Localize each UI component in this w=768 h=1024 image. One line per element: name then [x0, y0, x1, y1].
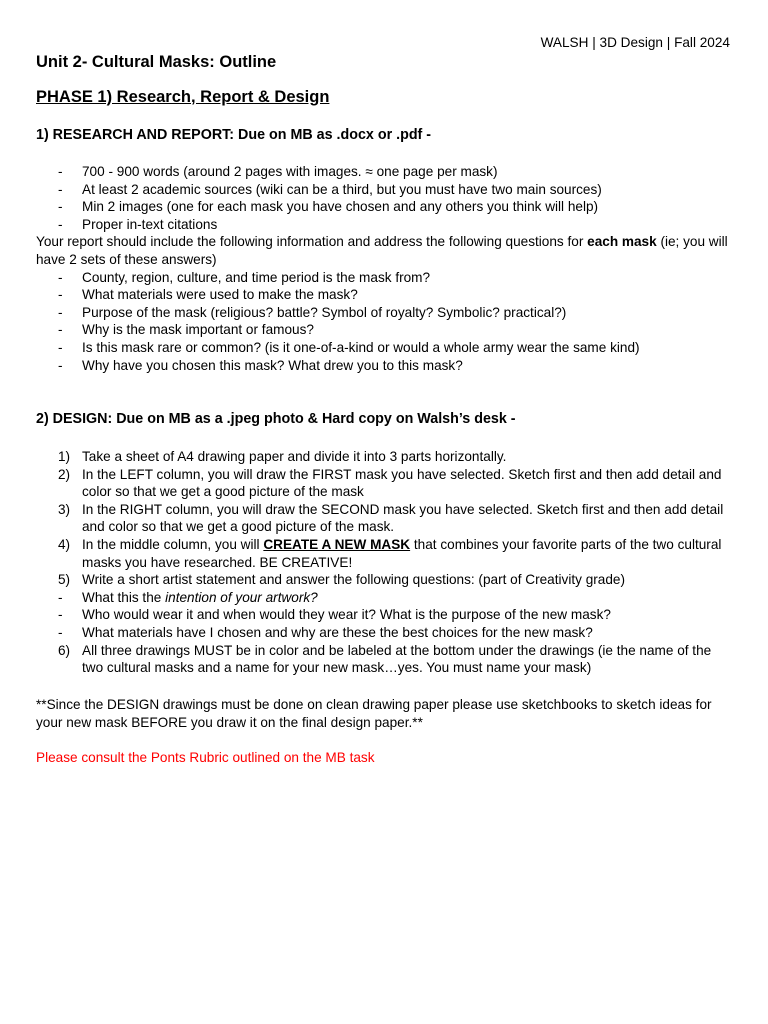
dash-marker: -	[58, 624, 63, 640]
step-number: 5)	[58, 572, 71, 588]
design-steps-list	[36, 448, 726, 677]
dash-marker: -	[58, 322, 63, 338]
step-number: 1)	[58, 449, 71, 464]
dash-marker: -	[58, 607, 63, 623]
question-text: Why have you chosen this mask? What drew you to this mask?	[82, 357, 463, 373]
dash-marker: -	[58, 287, 63, 303]
requirement-text: 700 - 900 words (around 2 pages with images. ≈ one page per mask)	[82, 164, 498, 179]
question-text: What materials have I chosen and why are these the best choices for the new mask?	[82, 624, 593, 640]
list-item	[36, 448, 726, 466]
sketchbook-note: **Since the DESIGN drawings must be done on clean drawing paper please use sketchbooks to sketch ideas for your new mask BEFORE you draw it on the final design paper.**	[36, 697, 712, 730]
list-item	[36, 339, 736, 357]
list-item	[36, 198, 736, 216]
dash-marker: -	[58, 181, 63, 197]
question-text: County, region, culture, and time period is the mask from?	[82, 269, 431, 285]
step-text: Write a short artist statement and answer the following questions: (part of Creativity grade)	[82, 572, 625, 588]
design-steps-block	[36, 448, 726, 677]
unit-title: Unit 2- Cultural Masks: Outline	[36, 53, 277, 71]
phase-title: PHASE 1) Research, Report & Design	[36, 88, 330, 106]
dash-marker: -	[58, 339, 63, 355]
list-item	[36, 589, 726, 607]
list-item	[36, 286, 736, 304]
dash-marker: -	[58, 216, 63, 232]
dash-marker: -	[58, 164, 63, 179]
research-report-heading: 1) RESEARCH AND REPORT: Due on MB as .docx or .pdf -	[36, 127, 432, 143]
question-text: Why is the mask important or famous?	[82, 322, 314, 338]
rubric-note: Please consult the Ponts Rubric outlined on the MB task	[36, 750, 375, 765]
list-item	[36, 163, 736, 181]
dash-marker: -	[58, 304, 63, 320]
question-text: What this the	[82, 589, 166, 605]
report-intro-text: Your report should include the following information and address the following questions for	[36, 234, 588, 250]
requirement-text: At least 2 academic sources (wiki can be a third, but you must have two main sources)	[82, 181, 602, 197]
list-item	[36, 606, 726, 624]
list-item	[36, 304, 736, 322]
list-item	[36, 642, 726, 677]
list-item	[36, 321, 736, 339]
step-number: 2)	[58, 466, 71, 482]
list-item	[36, 466, 726, 501]
list-item	[36, 181, 736, 199]
report-intro-text-end: (ie; you will have 2 sets of these answers)	[36, 234, 728, 267]
list-item	[36, 624, 726, 642]
dash-marker: -	[58, 199, 63, 215]
list-item	[36, 269, 736, 287]
step-text: In the LEFT column, you will draw the FIRST mask you have selected. Sketch first and then add detail and color so that we get a good picture of the mask	[82, 466, 722, 500]
list-item	[36, 216, 736, 234]
dash-marker: -	[58, 269, 63, 285]
step-number: 6)	[58, 642, 71, 658]
step-number: 3)	[58, 501, 71, 517]
step-text-end: that combines your favorite parts of the two cultural masks you have researched. BE CREATIVE!	[82, 536, 722, 570]
research-requirements-block	[36, 163, 736, 374]
dash-marker: -	[58, 589, 63, 605]
design-heading: 2) DESIGN: Due on MB as a .jpeg photo & Hard copy on Walsh’s desk -	[36, 411, 516, 427]
report-questions-list	[36, 269, 736, 375]
list-item	[36, 501, 726, 536]
header-course-info: WALSH | 3D Design | Fall 2024	[540, 35, 730, 50]
dash-marker: -	[58, 357, 63, 373]
requirement-text: Min 2 images (one for each mask you have chosen and any others you think will help)	[82, 199, 599, 215]
step-text: In the middle column, you will	[82, 536, 264, 552]
research-requirements-list	[36, 163, 736, 233]
list-item	[36, 357, 736, 375]
list-item	[36, 571, 726, 589]
question-text: Is this mask rare or common? (is it one-of-a-kind or would a whole army wear the same kind)	[82, 339, 640, 355]
question-text: Purpose of the mask (religious? battle? Symbol of royalty? Symbolic? practical?)	[82, 304, 567, 320]
create-new-mask-emphasis: CREATE A NEW MASK	[263, 536, 411, 552]
requirement-text: Proper in-text citations	[82, 216, 218, 232]
step-text: Take a sheet of A4 drawing paper and divide it into 3 parts horizontally.	[82, 449, 507, 464]
question-italic-text: intention of your artwork?	[165, 589, 318, 605]
step-text: In the RIGHT column, you will draw the SECOND mask you have selected. Sketch first and then add detail and color so that we get a good picture of the mask.	[82, 501, 724, 535]
question-text: What materials were used to make the mask?	[82, 287, 358, 303]
step-text: All three drawings MUST be in color and be labeled at the bottom under the drawings (ie the name of the two cultural masks and a name for your new mask…yes. You must name your mask)	[82, 642, 712, 676]
report-intro-emphasis: each mask	[587, 234, 657, 250]
list-item	[36, 536, 726, 571]
question-text: Who would wear it and when would they wear it? What is the purpose of the new mask?	[82, 607, 611, 623]
step-number: 4)	[58, 536, 71, 552]
report-intro-paragraph	[36, 233, 736, 268]
